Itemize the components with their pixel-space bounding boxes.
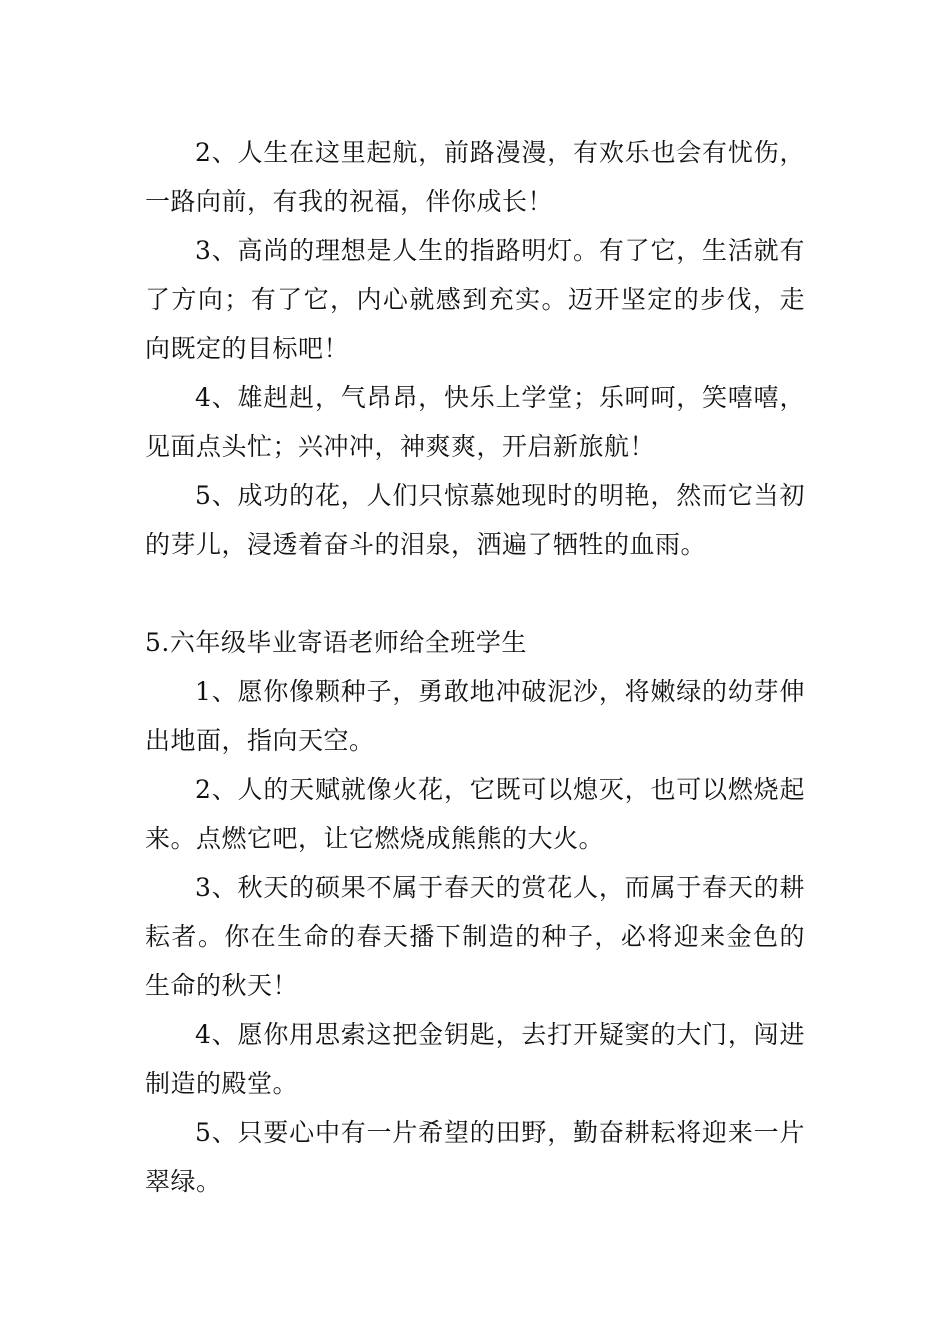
paragraph-b-1: 1、愿你像颗种子，勇敢地冲破泥沙，将嫩绿的幼芽伸出地面，指向天空。 [145, 677, 805, 755]
document-body [145, 128, 805, 1206]
paragraph-a-4: 4、雄赳赳，气昂昂，快乐上学堂；乐呵呵，笑嘻嘻，见面点头忙；兴冲冲，神爽爽，开启新旅航！ [145, 383, 805, 461]
paragraph-a-2: 2、人生在这里起航，前路漫漫，有欢乐也会有忧伤，一路向前，有我的祝福，伴你成长！ [145, 138, 805, 216]
paragraph-b-5: 5、只要心中有一片希望的田野，勤奋耕耘将迎来一片翠绿。 [145, 1118, 805, 1196]
paragraph-a-5: 5、成功的花，人们只惊慕她现时的明艳，然而它当初的芽儿，浸透着奋斗的泪泉，洒遍了牺牲的血雨。 [145, 481, 805, 559]
paragraph-b-2: 2、人的天赋就像火花，它既可以熄灭，也可以燃烧起来。点燃它吧，让它燃烧成熊熊的大火。 [145, 775, 805, 853]
paragraph-b-3: 3、秋天的硕果不属于春天的赏花人，而属于春天的耕耘者。你在生命的春天播下制造的种子，必将迎来金色的生命的秋天！ [145, 873, 805, 1000]
paragraph-b-4: 4、愿你用思索这把金钥匙，去打开疑窦的大门，闯进制造的殿堂。 [145, 1020, 805, 1098]
paragraph-a-3: 3、高尚的理想是人生的指路明灯。有了它，生活就有了方向；有了它，内心就感到充实。迈开坚定的步伐，走向既定的目标吧！ [145, 236, 805, 363]
section-heading: 5.六年级毕业寄语老师给全班学生 [145, 628, 527, 657]
